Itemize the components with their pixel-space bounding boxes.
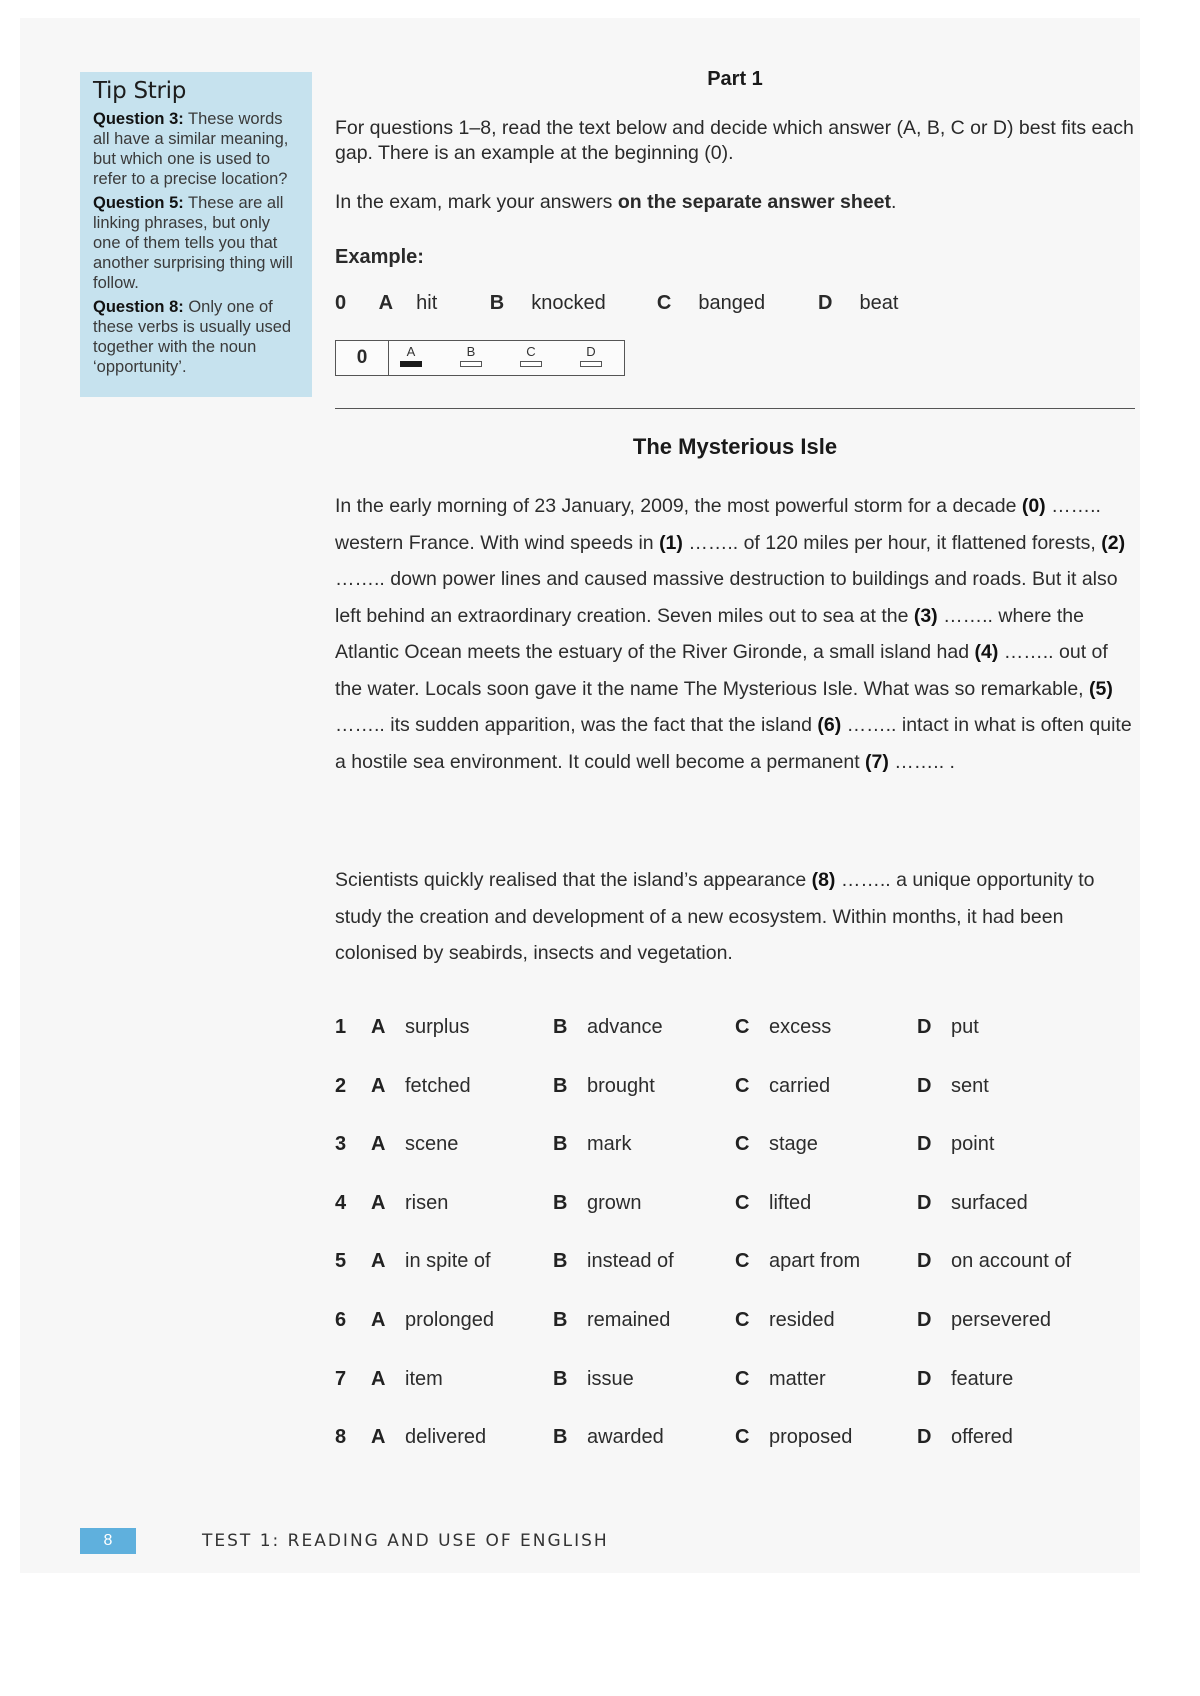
option-letter: D <box>917 1309 932 1331</box>
tip-text: These are all linking phrases, but only one of them tells you that another surprising thing will follow. <box>93 194 293 292</box>
option-letter: D <box>917 1016 932 1038</box>
option-word: issue <box>587 1367 634 1390</box>
answer-letter: B <box>466 344 476 359</box>
option-word: risen <box>405 1191 449 1214</box>
tip-label: Question 8: <box>93 298 184 316</box>
question-row <box>335 1016 1135 1046</box>
question-number: 7 <box>335 1367 347 1390</box>
question-number: 4 <box>335 1191 347 1214</box>
answer-letter: C <box>526 344 536 359</box>
section-divider <box>335 408 1135 409</box>
option-letter: A <box>378 292 394 314</box>
option-letter: D <box>917 1426 932 1449</box>
answer-mark-empty <box>520 361 542 367</box>
footer-section-title: TEST 1: READING AND USE OF ENGLISH <box>202 1531 609 1551</box>
answer-option-d <box>578 344 604 367</box>
gap-number: (3) <box>913 604 938 627</box>
option-word: instead of <box>587 1250 674 1273</box>
tip-text: Only one of these verbs is usually used together with the noun ‘opportunity’. <box>93 298 292 376</box>
option-word: on account of <box>951 1250 1072 1273</box>
option-word: beat <box>859 292 899 314</box>
gap-number: (0) <box>1021 495 1046 517</box>
option-letter: D <box>917 1367 932 1390</box>
example-options-row <box>335 292 898 315</box>
option-letter: B <box>553 1426 568 1449</box>
option-word: delivered <box>405 1426 487 1449</box>
option-letter: A <box>371 1074 386 1097</box>
answer-mark-filled <box>400 361 422 367</box>
gap-number: (6) <box>817 714 842 736</box>
option-letter: A <box>371 1367 386 1390</box>
answer-letter: A <box>406 344 416 359</box>
option-word: in spite of <box>405 1250 491 1273</box>
question-row <box>335 1192 1135 1222</box>
option-letter: C <box>735 1250 750 1273</box>
option-letter: D <box>917 1074 932 1097</box>
story-text: …….. . <box>888 750 955 773</box>
tip-label: Question 3: <box>93 110 184 128</box>
option-word: hit <box>416 292 438 314</box>
option-word: point <box>951 1133 995 1156</box>
option-letter: B <box>553 1074 568 1097</box>
story-text: …….. western France. With wind speeds in <box>335 495 1101 554</box>
option-word: prolonged <box>405 1309 494 1331</box>
option-word: brought <box>587 1074 655 1097</box>
gap-number: (4) <box>974 641 999 663</box>
tip-item-question-3 <box>93 109 302 189</box>
option-letter: C <box>735 1426 750 1449</box>
story-text: …….. of 120 miles per hour, it flattened forests, <box>682 531 1102 554</box>
answer-grid-number: 0 <box>336 341 389 375</box>
option-letter: D <box>917 1250 932 1273</box>
tip-text: These words all have a similar meaning, but which one is used to refer to a precise location? <box>93 110 289 188</box>
answer-option-a <box>398 344 424 367</box>
answer-mark-empty <box>460 361 482 367</box>
exam-instruction <box>335 190 1135 215</box>
option-word: mark <box>587 1133 632 1156</box>
option-letter: C <box>735 1133 750 1156</box>
option-letter: C <box>735 1074 750 1097</box>
option-word: scene <box>405 1133 459 1156</box>
option-word: excess <box>769 1016 832 1038</box>
option-word: persevered <box>951 1309 1052 1331</box>
example-answer-grid <box>335 340 625 376</box>
story-text: …….. a unique opportunity to study the creation and development of a new ecosystem. Within months, it had been colonised by seabirds, insects and vegetation. <box>335 869 1095 964</box>
option-letter: B <box>553 1367 568 1390</box>
story-text: …….. down power lines and caused massive destruction to buildings and roads. But it also left behind an extraordinary creation. Seven miles out to sea at the <box>335 568 1118 627</box>
question-number: 2 <box>335 1074 347 1097</box>
gap-number: (1) <box>659 531 683 554</box>
option-letter: D <box>817 292 833 314</box>
option-letter: B <box>553 1191 568 1214</box>
option-word: feature <box>951 1367 1014 1390</box>
question-row <box>335 1309 1135 1339</box>
option-word: apart from <box>769 1250 861 1273</box>
example-number: 0 <box>335 292 347 314</box>
option-word: awarded <box>587 1426 664 1449</box>
gap-number: (2) <box>1101 531 1126 554</box>
option-word: stage <box>769 1133 818 1156</box>
option-letter: A <box>371 1250 386 1273</box>
question-number: 5 <box>335 1250 347 1273</box>
answer-letter: D <box>586 344 596 359</box>
question-number: 8 <box>335 1426 347 1449</box>
option-word: proposed <box>769 1426 853 1449</box>
option-word: advance <box>587 1016 663 1038</box>
option-letter: D <box>917 1191 932 1214</box>
option-word: surplus <box>405 1016 470 1038</box>
tip-item-question-5 <box>93 193 302 293</box>
tip-strip <box>80 72 312 397</box>
option-letter: C <box>735 1191 750 1214</box>
question-row <box>335 1368 1135 1398</box>
question-number: 6 <box>335 1309 347 1331</box>
option-word: remained <box>587 1309 671 1331</box>
tip-strip-title: Tip Strip <box>93 78 187 104</box>
answer-mark-empty <box>580 361 602 367</box>
option-letter: C <box>735 1367 750 1390</box>
option-letter: B <box>553 1250 568 1273</box>
option-letter: B <box>489 292 505 314</box>
option-letter: D <box>917 1133 932 1156</box>
option-word: offered <box>951 1426 1013 1449</box>
story-text: …….. where the Atlantic Ocean meets the estuary of the River Gironde, a small island had <box>335 604 1084 663</box>
option-letter: C <box>735 1309 750 1331</box>
question-row <box>335 1426 1135 1456</box>
option-letter: C <box>735 1016 750 1038</box>
option-word: knocked <box>531 292 606 314</box>
gap-number: (7) <box>865 750 889 773</box>
instruction-suffix: . <box>890 191 897 213</box>
option-letter: B <box>553 1133 568 1156</box>
page-number: 8 <box>80 1528 136 1554</box>
tip-item-question-8 <box>93 297 302 377</box>
option-letter: A <box>371 1309 386 1331</box>
option-word: banged <box>698 292 766 314</box>
story-paragraph-1 <box>335 488 1135 780</box>
part-title: Part 1 <box>707 68 763 90</box>
option-word: item <box>405 1367 443 1390</box>
question-number: 1 <box>335 1016 347 1038</box>
option-letter: A <box>371 1191 386 1214</box>
option-word: carried <box>769 1074 831 1097</box>
story-title: The Mysterious Isle <box>632 434 838 459</box>
option-word: sent <box>951 1074 989 1097</box>
option-letter: A <box>371 1426 386 1449</box>
option-word: surfaced <box>951 1191 1028 1214</box>
story-paragraph-2 <box>335 862 1135 972</box>
tip-label: Question 5: <box>93 194 184 212</box>
gap-number: (5) <box>1089 677 1113 700</box>
option-letter: A <box>371 1016 386 1038</box>
option-letter: B <box>553 1016 568 1038</box>
question-row <box>335 1250 1135 1280</box>
answer-option-c <box>518 344 544 367</box>
story-text: Scientists quickly realised that the island’s appearance <box>335 869 812 891</box>
question-row <box>335 1075 1135 1105</box>
option-word: resided <box>769 1309 835 1331</box>
option-word: fetched <box>405 1074 471 1097</box>
story-text: …….. intact in what is often quite a hostile sea environment. It could well become a permanent <box>335 714 1132 773</box>
option-word: put <box>951 1016 979 1038</box>
option-word: lifted <box>769 1191 812 1214</box>
option-letter: A <box>371 1133 386 1156</box>
story-text: …….. its sudden apparition, was the fact that the island <box>335 714 818 736</box>
question-number: 3 <box>335 1133 347 1156</box>
example-heading: Example: <box>335 246 424 268</box>
option-letter: C <box>656 292 672 314</box>
instructions-text: For questions 1–8, read the text below and decide which answer (A, B, C or D) best fits each gap. There is an example at the beginning (0). <box>335 117 1134 164</box>
instruction-bold: on the separate answer sheet <box>617 191 891 213</box>
answer-option-b <box>458 344 484 367</box>
option-word: grown <box>587 1191 642 1214</box>
gap-number: (8) <box>811 869 836 891</box>
instruction-prefix: In the exam, mark your answers <box>335 191 618 213</box>
option-word: matter <box>769 1367 826 1390</box>
story-text: In the early morning of 23 January, 2009, the most powerful storm for a decade <box>335 495 1022 517</box>
option-letter: B <box>553 1309 568 1331</box>
question-row <box>335 1133 1135 1163</box>
story-text: …….. out of the water. Locals soon gave it the name The Mysterious Isle. What was so remarkable, <box>335 641 1108 700</box>
